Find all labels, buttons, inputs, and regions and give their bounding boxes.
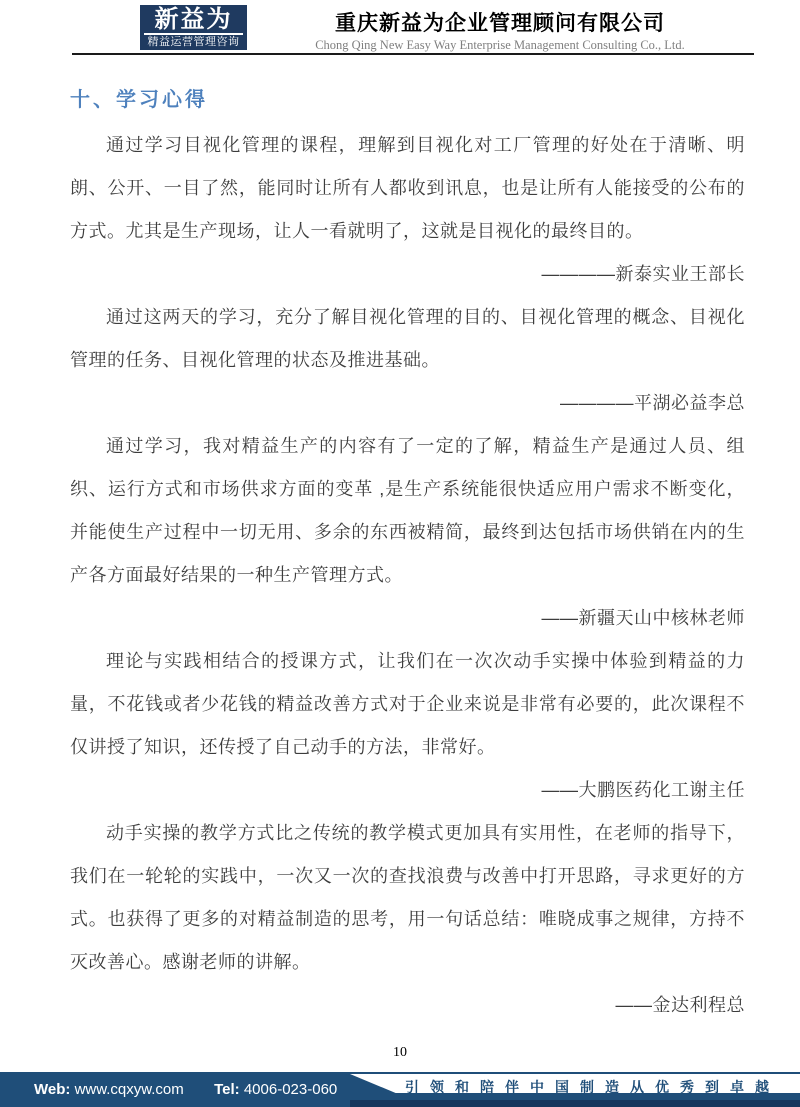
company-logo xyxy=(140,5,247,50)
footer-web-label: Web: xyxy=(34,1081,71,1098)
footer-tel-value: 4006-023-060 xyxy=(243,1081,338,1098)
document-body xyxy=(0,55,800,1027)
testimonial-text: 动手实操的教学方式比之传统的教学模式更加具有实用性，在老师的指导下，我们在一轮轮的实践中，一次又一次的查找浪费与改善中打开思路，寻求更好的方式。也获得了更多的对精益制造的思考，用一句话总结：唯晓成事之规律，方持不灭改善心。感谢老师的讲解。 xyxy=(70,823,745,972)
testimonial-attribution: ————平湖必益李总 xyxy=(560,393,745,413)
section-title: 十、学习心得 xyxy=(70,89,208,111)
page-footer xyxy=(0,1072,800,1107)
company-name-english: Chong Qing New Easy Way Enterprise Management Consulting Co., Ltd. xyxy=(315,38,685,52)
testimonial-attribution: ————新泰实业王部长 xyxy=(541,264,745,284)
footer-slogan: 引领和陪伴中国制造从优秀到卓越 xyxy=(405,1079,780,1095)
testimonial-attribution: ——大鹏医药化工谢主任 xyxy=(541,780,745,800)
footer-diagonal-wedge xyxy=(350,1074,398,1094)
testimonial-text: 理论与实践相结合的授课方式，让我们在一次次动手实操中体验到精益的力量，不花钱或者少花钱的精益改善方式对于企业来说是非常有必要的，此次课程不仅讲授了知识，还传授了自己动手的方法，非常好。 xyxy=(70,651,745,757)
testimonial-attribution: ——金达利程总 xyxy=(615,995,745,1015)
company-name-block xyxy=(247,5,753,53)
testimonial-text: 通过这两天的学习，充分了解目视化管理的目的、目视化管理的概念、目视化管理的任务、目视化管理的状态及推进基础。 xyxy=(70,307,745,370)
testimonial-text: 通过学习目视化管理的课程，理解到目视化对工厂管理的好处在于清晰、明朗、公开、一目了然，能同时让所有人都收到讯息，也是让所有人能接受的公布的方式。尤其是生产现场，让人一看就明了，这就是目视化的最终目的。 xyxy=(70,135,745,241)
footer-contact-bar xyxy=(0,1072,350,1107)
logo-sub-text: 精益运营管理咨询 xyxy=(144,33,243,49)
testimonial-attribution: ——新疆天山中核林老师 xyxy=(541,608,745,628)
footer-web-value: www.cqxyw.com xyxy=(74,1081,184,1098)
page-header xyxy=(0,0,800,50)
testimonial-text: 通过学习，我对精益生产的内容有了一定的了解，精益生产是通过人员、组织、运行方式和市场供求方面的变革 ,是生产系统能很快适应用户需求不断变化，并能使生产过程中一切无用、多余的东西被精简，最终到达包括市场供销在内的生产各方面最好结果的一种生产管理方式。 xyxy=(70,436,745,585)
footer-tel-label: Tel: xyxy=(214,1081,240,1098)
company-name-chinese: 重庆新益为企业管理顾问有限公司 xyxy=(335,12,665,35)
page-number: 10 xyxy=(393,1045,407,1060)
logo-main-text: 新益为 xyxy=(154,6,233,33)
